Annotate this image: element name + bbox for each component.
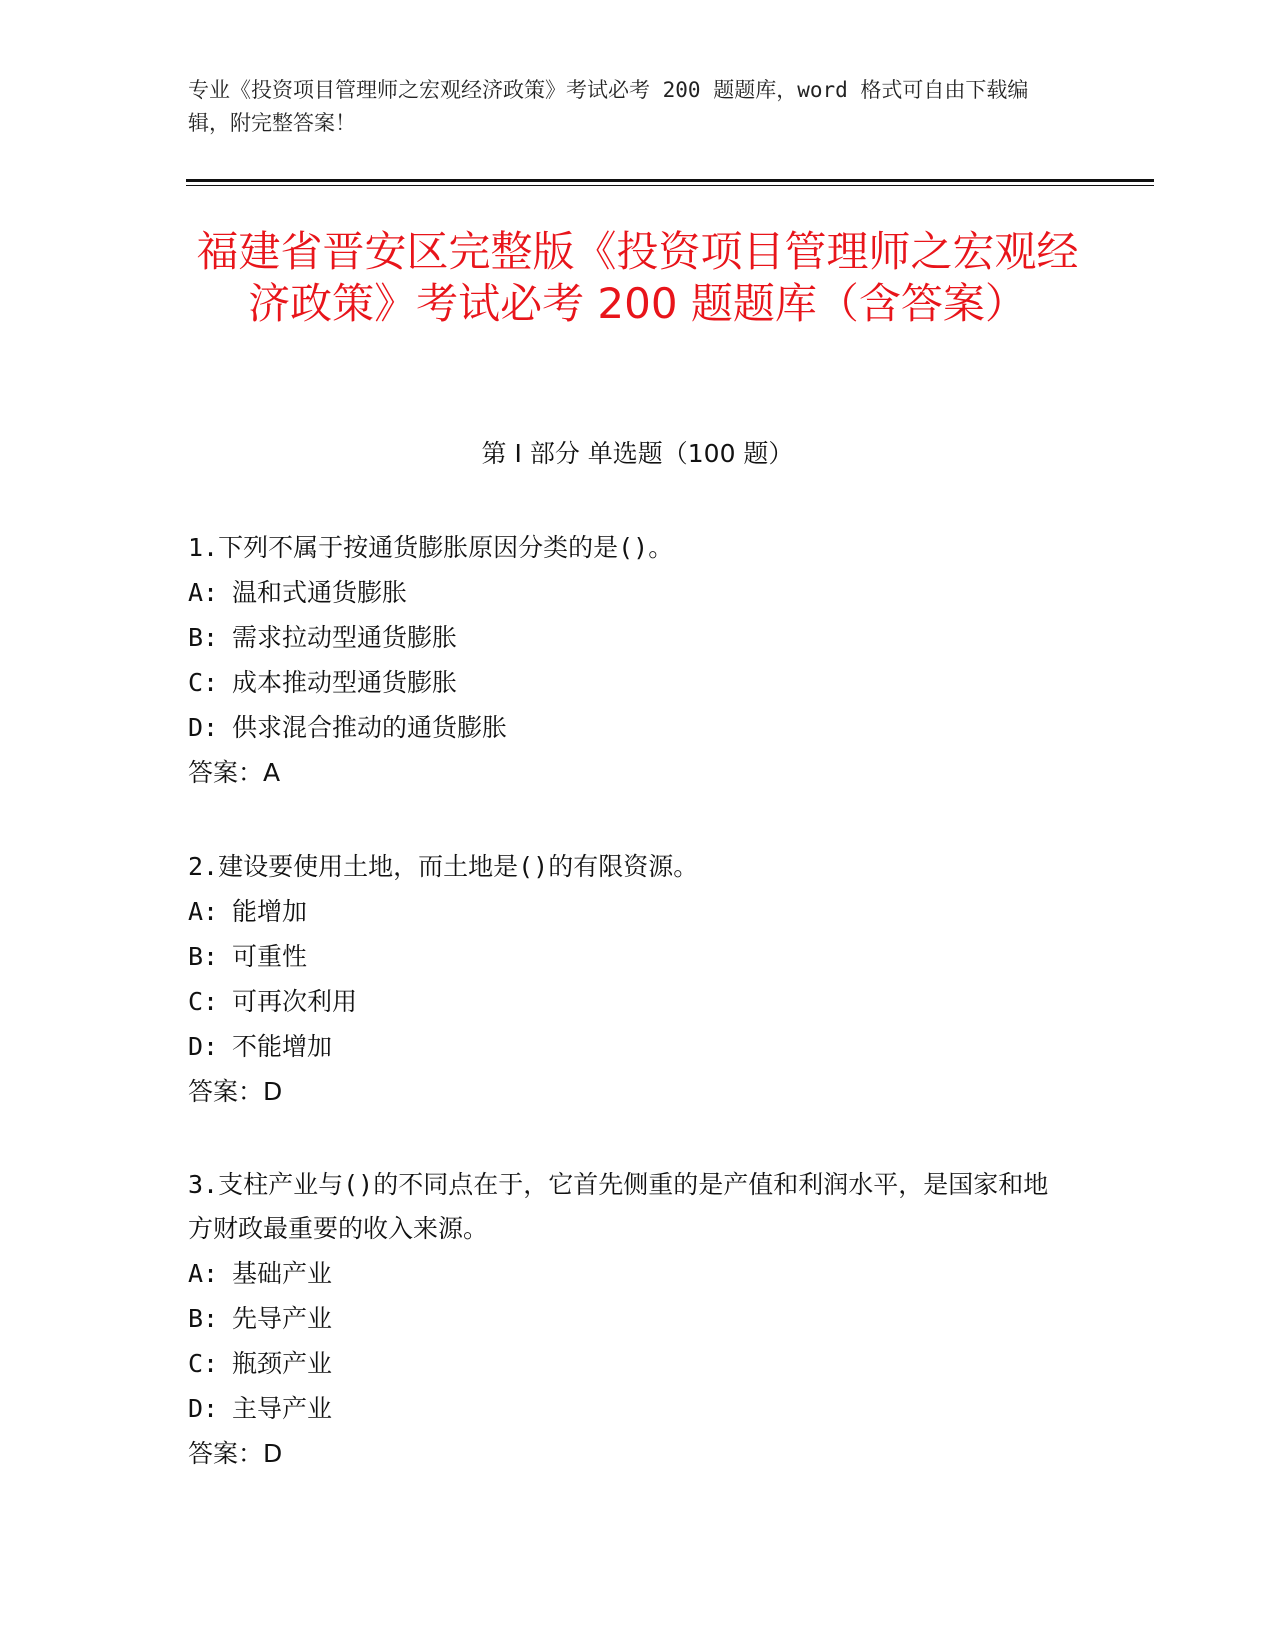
- option-text: 供求混合推动的通货膨胀: [232, 713, 508, 742]
- option-letter: C:: [188, 1349, 219, 1378]
- option-letter: D:: [188, 713, 219, 742]
- option-d: [188, 1024, 1068, 1069]
- option-letter: A:: [188, 897, 219, 926]
- option-text: 瓶颈产业: [232, 1349, 333, 1378]
- option-letter: B:: [188, 1304, 219, 1333]
- option-text: 温和式通货膨胀: [232, 578, 408, 607]
- option-d: [188, 1386, 1068, 1431]
- option-a: [188, 889, 1068, 934]
- option-letter: D:: [188, 1032, 219, 1061]
- header-note: 专业《投资项目管理师之宏观经济政策》考试必考 200 题题库，word 格式可自由下载编辑，附完整答案！: [188, 78, 1029, 135]
- option-text: 成本推动型通货膨胀: [232, 668, 458, 697]
- question-block: [188, 526, 1068, 796]
- option-d: [188, 705, 1068, 750]
- option-letter: B:: [188, 942, 219, 971]
- option-letter: A:: [188, 578, 219, 607]
- question-stem: 1.下列不属于按通货膨胀原因分类的是()。: [188, 533, 674, 562]
- option-a: [188, 1251, 1068, 1296]
- option-letter: B:: [188, 623, 219, 652]
- option-text: 基础产业: [232, 1259, 333, 1288]
- option-b: [188, 934, 1068, 979]
- option-text: 可再次利用: [232, 987, 358, 1016]
- option-text: 主导产业: [232, 1394, 333, 1423]
- question-stem: 3.支柱产业与()的不同点在于，它首先侧重的是产值和利润水平，是国家和地方财政最重要的收入来源。: [188, 1170, 1049, 1243]
- answer-line: 答案：D: [188, 1077, 283, 1106]
- question-block: [188, 845, 1068, 1115]
- option-b: [188, 1296, 1068, 1341]
- section-title: 第 I 部分 单选题（100 题）: [481, 439, 794, 468]
- option-c: [188, 979, 1068, 1024]
- option-b: [188, 615, 1068, 660]
- option-text: 先导产业: [232, 1304, 333, 1333]
- answer-line: 答案：A: [188, 758, 281, 787]
- option-text: 不能增加: [232, 1032, 333, 1061]
- question-block: [188, 1163, 1068, 1477]
- option-letter: A:: [188, 1259, 219, 1288]
- option-text: 可重性: [232, 942, 308, 971]
- document-title: 福建省晋安区完整版《投资项目管理师之宏观经济政策》考试必考 200 题题库（含答案）: [196, 227, 1079, 328]
- option-c: [188, 1341, 1068, 1386]
- option-letter: D:: [188, 1394, 219, 1423]
- option-letter: C:: [188, 987, 219, 1016]
- header-divider-thin: [186, 185, 1154, 186]
- option-text: 需求拉动型通货膨胀: [232, 623, 458, 652]
- option-a: [188, 570, 1068, 615]
- option-c: [188, 660, 1068, 705]
- option-text: 能增加: [232, 897, 308, 926]
- header-divider-thick: [186, 179, 1154, 182]
- option-letter: C:: [188, 668, 219, 697]
- question-stem: 2.建设要使用土地，而土地是()的有限资源。: [188, 852, 699, 881]
- answer-line: 答案：D: [188, 1439, 283, 1468]
